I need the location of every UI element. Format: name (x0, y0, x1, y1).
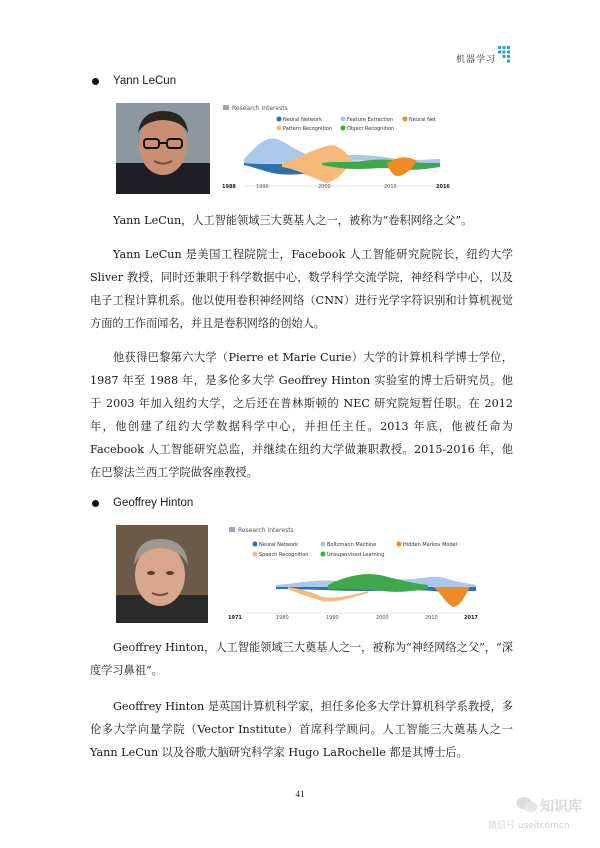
legend-swatch (253, 552, 258, 557)
portrait-photo-lecun (116, 103, 210, 194)
bullet-icon (92, 78, 99, 85)
legend-label: Neural Network (259, 542, 298, 548)
axis-tick-label: 1988 (222, 184, 236, 190)
legend-swatch (403, 117, 408, 122)
legend-label: Feature Extraction (347, 117, 394, 123)
research-interests-chart-hinton (228, 527, 486, 621)
person-name: Geoffrey Hinton (113, 497, 194, 509)
streamgraph (244, 138, 440, 183)
axis-tick-label: 1990 (256, 184, 269, 190)
axis-tick-label: 2017 (464, 615, 478, 621)
legend-swatch (321, 552, 326, 557)
page-number: 41 (295, 789, 305, 799)
paragraph: Yann LeCun 是美国工程院院士，Facebook 人工智能研究院院长，纽约大学 Sliver 教授，同时还兼职于科学数据中心，数学科学交流学院，神经科学中心，以及电子工程计算机系。他以使用卷积神经网络（CNN）进行光学字符识别和计算机视觉方面的工作而闻名，并且是卷积网络的创始人。 (90, 248, 513, 330)
streamgraph (276, 574, 476, 607)
person-name: Yann LeCun (113, 75, 177, 87)
running-header: 机器学习 (455, 55, 496, 65)
paragraph: Geoffrey Hinton 是英国计算机科学家，担任多伦多大学计算机科学系教授，多伦多大学向量学院（Vector Institute）首席科学顾问。人工智能三大奠基人之一 Yann LeCun 以及谷歌大脑研究科学家 Hugo LaRochelle 都是其博士后。 (90, 700, 513, 759)
legend-swatch (321, 542, 326, 547)
paragraph: Geoffrey Hinton，人工智能领域三大奠基人之一，被称为“神经网络之父”，“深度学习鼻祖”。 (90, 641, 513, 677)
axis-tick-label: 1971 (228, 615, 242, 621)
axis-tick-label: 2010 (384, 184, 397, 190)
axis-tick-label: 2000 (376, 615, 389, 621)
axis-tick-label: 1980 (276, 615, 289, 621)
legend-label: Speech Recognition (259, 552, 309, 558)
bullet-icon (92, 500, 99, 507)
chart-title: Research Interests (238, 527, 294, 534)
axis-tick-label: 2000 (318, 184, 331, 190)
watermark-brand: 知识库 (540, 799, 582, 815)
legend-label: Pattern Recognition (283, 126, 333, 132)
stream-layer (433, 587, 470, 607)
watermark (488, 796, 598, 836)
legend-label: Boltzmann Machine (327, 542, 377, 548)
legend-swatch (397, 542, 402, 547)
axis-tick-label: 2016 (436, 184, 450, 190)
chart-title: Research Interests (232, 105, 288, 112)
book-logo-icon (498, 46, 510, 64)
axis-tick-label: 2010 (425, 615, 438, 621)
chart-icon (223, 105, 229, 110)
legend-swatch (253, 542, 258, 547)
axis-tick-label: 1990 (326, 615, 339, 621)
watermark-subtitle: 微信号 useitcomcn (488, 821, 570, 831)
legend-label: Neural Net (409, 117, 436, 123)
legend-swatch (341, 126, 346, 131)
legend-label: Unsupervised Learning (327, 552, 385, 558)
section-heading-lecun (92, 75, 176, 87)
section-heading-hinton (92, 497, 193, 509)
paragraph: 他获得巴黎第六大学（Pierre et Marie Curie）大学的计算机科学博士学位，1987 年至 1988 年，是多伦多大学 Geoffrey Hinton 实验室的博士后研究员。他于 2003 年加入纽约大学，之后还在普林斯顿的 NEC 研究院短暂任职。在 2012 年，他创建了纽约大学数据科学中心，并担任主任。2013 年底，他被任命为 Facebook 人工智能研究总监，并继续在纽约大学做兼职教授。2015-2016 年，他在巴黎法兰西工学院做客座教授。 (90, 351, 513, 479)
legend-swatch (277, 117, 282, 122)
wechat-icon (516, 796, 538, 814)
portrait-photo-hinton (116, 525, 208, 623)
legend-swatch (277, 126, 282, 131)
paragraph: Yann LeCun，人工智能领域三大奠基人之一，被称为“卷积网络之父”。 (113, 214, 473, 227)
legend-label: Neural Network (283, 117, 322, 123)
chart-icon (229, 527, 235, 532)
legend-swatch (341, 117, 346, 122)
research-interests-chart-lecun (222, 103, 462, 193)
legend-label: Hidden Markov Model (403, 542, 458, 548)
legend-label: Object Recognition (347, 126, 395, 132)
